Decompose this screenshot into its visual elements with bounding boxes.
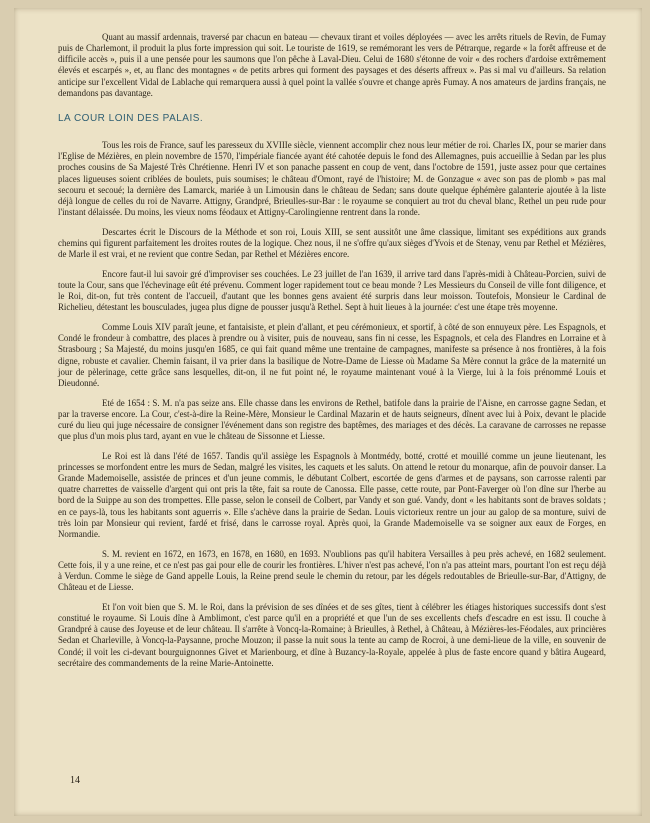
paragraph: Quant au massif ardennais, traversé par chacun en bateau — chevaux tirant et voiles déployées — avec les arrêts rituels de Revin, de Fumay puis de Charlemont, il produit la plus forte impression qui soit. Le touriste de 1619, se remémorant les vers de Pétrarque, regarde « la forêt affreuse et de difficile accès », puis il a une pensée pour les saumons que l'on pêche à Laval-Dieu. Celui de 1680 s'étonne de voir « des rochers d'ardoise extrêmement élevés et escarpés », et, au flanc des montagnes « de petits arbres qui forment des paysages et des déserts affreux ». Pas si mal vu d'ailleurs. Sa relation anticipe sur l'excellent Vidal de Lablache qui remarquera aussi à quel point la vallée s'ouvre et change après Fumay. A nos amateurs de jardins français, ne demandons pas davantage. [58, 32, 606, 98]
paragraph: Le Roi est là dans l'été de 1657. Tandis qu'il assiège les Espagnols à Montmédy, botté, crotté et mouillé comme un jeune lieutenant, les princesses se morfondent entre les murs de Sedan, malgré les visites, les caquets et les saluts. On attend le retour du monarque, afin de pouvoir danser. La Grande Mademoiselle, assistée de princes et d'un jeune commis, le débutant Colbert, escortée de gens d'armes et de paysans, son carrosse ralenti par quatre charrettes de vaisselle d'argent qui ont pris la tête, fait sa route de Canossa. Elle passe, cette route, par Pont-Faverger où l'on dîne sur l'herbe au bord de la Suippe au son des trompettes. Elle passe, selon le conseil de Colbert, par Vandy et son gué. Vandy, dont « les habitants sont de braves soldats ; en ce pays-là, tous les habitants sont aguerris ». Elle s'achève dans la prairie de Sedan. Louis victorieux rentre un jour au galop de sa monture, suivi de très loin par Monsieur qui revient, fardé et frisé, dans le carrosse royal. Après quoi, la Grande Mademoiselle va se soigner aux eaux de Forges, en Normandie. [58, 450, 606, 539]
paragraph: Tous les rois de France, sauf les paresseux du XVIIIe siècle, viennent accomplir chez nous leur métier de roi. Charles IX, pour se marier dans l'Eglise de Mézières, en plein novembre de 1570, l'impériale fiancée ayant été cahotée depuis le fond des Allemagnes, puis accueillie à Sedan par les plus proches cousins de Sa Majesté Très Chrétienne. Henri IV et son panache passent en coup de vent, dans l'octobre de 1591, juste assez pour que certaines places ligueuses soient criblées de boulets, puis soumises; le château d'Omont, rayé de l'histoire; M. de Gonzague « avec son pas de plomb » pas mal secouru et secoué; la dernière des Lamarck, mariée à un Limousin dans le château de Sedan; sans doute quelque éphémère galanterie ajoutée à la liste déjà longue de celles du roi de Navarre. Attigny, Grandpré, Brieulles-sur-Bar : le royaume se conquiert au trot du cheval blanc, Rethel un peu rude pour l'instant délaissée. Du moins, les vieux noms féodaux et Attigny-Carolingienne rentrent dans la ronde. [58, 140, 606, 218]
section-heading: LA COUR LOIN DES PALAIS. [58, 112, 204, 124]
paragraph: S. M. revient en 1672, en 1673, en 1678, en 1680, en 1693. N'oublions pas qu'il habitera Versailles à peu près achevé, en 1682 seulement. Cette fois, il y a une reine, et ce n'est pas gai pour elle de courir les frontières. L'hiver n'est pas achevé, l'on n'a pas atteint mars, pourtant l'on est reçu déjà à Verdun. Comme le siège de Gand appelle Louis, la Reine prend seule le chemin du retour, par les dégels redoutables de Brieulle-sur-Bar, d'Attigny, de Château et de Liesse. [58, 548, 606, 593]
page-number: 14 [70, 775, 80, 786]
paragraph: Eté de 1654 : S. M. n'a pas seize ans. Elle chasse dans les environs de Rethel, batifole dans la prairie de l'Aisne, en carrosse gagne Sedan, et par la traverse encore. La Cour, c'est-à-dire la Reine-Mère, Monsieur le Cardinal Mazarin et de hauts seigneurs, dînent avec lui à Poix, devant le placide curé du lieu qui juge nécessaire de consigner l'événement dans son registre des baptêmes, des mariages et des décès. La caravane de carrosses ne repasse que plus d'un mois plus tard, ayant en vue le château de Sissonne et Liesse. [58, 397, 606, 442]
paragraph: Et l'on voit bien que S. M. le Roi, dans la prévision de ses dînées et de ses gîtes, tient à célébrer les étiages historiques successifs dont s'est constitué le royaume. Si Louis dîne à Amblimont, c'est parce qu'il en a propriété et que l'un de ses excellents chefs d'escadre en est issu. Il couche à Grandpré à cause des Joyeuse et de leur château. Il s'arrête à Voncq-la-Romaine; à Brieulles, à Rethel, à Château, à Mézières-les-Féodales, aux princières Sedan et Charleville, à Voncq-la-Paysanne, proche Mouzon; il passe la nuit sous la tente au camp de Rocroi, à une demi-lieue de la ville, en souvenir de Condé; il voit les ci-devant bourguignonnes Givet et Marienbourg, et dîne à Buzancy-la-Royale, appelée à plus de faste encore quand y bâtira Augeard, secrétaire des commandements de la reine Marie-Antoinette. [58, 601, 606, 668]
paragraph: Encore faut-il lui savoir gré d'improviser ses couchées. Le 23 juillet de l'an 1639, il arrive tard dans l'après-midi à Château-Porcien, suivi de toute la Cour, sans que l'échevinage eût été prévenu. Comment loger rapidement tout ce beau monde ? Les Messieurs du Conseil de ville font diligence, et le Roi, dit-on, fut très content de l'accueil, d'autant que les bonnes gens avaient été surpris dans leur moisson. Toutefois, Monsieur le Cardinal de Richelieu, détestant les bousculades, jugea plus digne de pousser jusqu'à Rethel. Sept à huit lieues à la journée: c'est une étape très moyenne. [58, 268, 606, 313]
paragraph: Descartes écrit le Discours de la Méthode et son roi, Louis XIII, se sent aussitôt une âme classique, limitant ses expéditions aux grands chemins qui figurent parfaitement les droites routes de la logique. Chez nous, il ne s'offre qu'aux sièges d'Yvois et de Stenay, venu par Rethel et Mézières, de Marle il est vrai, et ne revient que contre Sedan, par Rethel et Mézières encore. [58, 226, 606, 260]
page-content [58, 32, 606, 677]
paragraph: Comme Louis XIV paraît jeune, et fantaisiste, et plein d'allant, et peu cérémonieux, et sportif, à côté de son ennuyeux père. Les Espagnols, et Condé le frondeur à combattre, des places à prendre ou à visiter, puis de nouveau, sans fin ni cesse, les Espagnols, et cela des Flandres en Lorraine et à Strasbourg ; Sa Majesté, du moins jusqu'en 1685, ce qui fait quand même une trentaine de campagnes, manifeste sa présence à nos frontières, à la fois digne, robuste et cavalier. Chemin faisant, il va prier dans la basilique de Notre-Dame de Liesse où Madame Sa Mère connut la grâce de la maternité un jour de pèlerinage, cette grâce sans lesquelles, dit-on, il ne fut point né, le royaume maintenant voué à la Vierge, lui à la fois prénommé Louis et Dieudonné. [58, 322, 606, 388]
book-page [14, 8, 642, 816]
